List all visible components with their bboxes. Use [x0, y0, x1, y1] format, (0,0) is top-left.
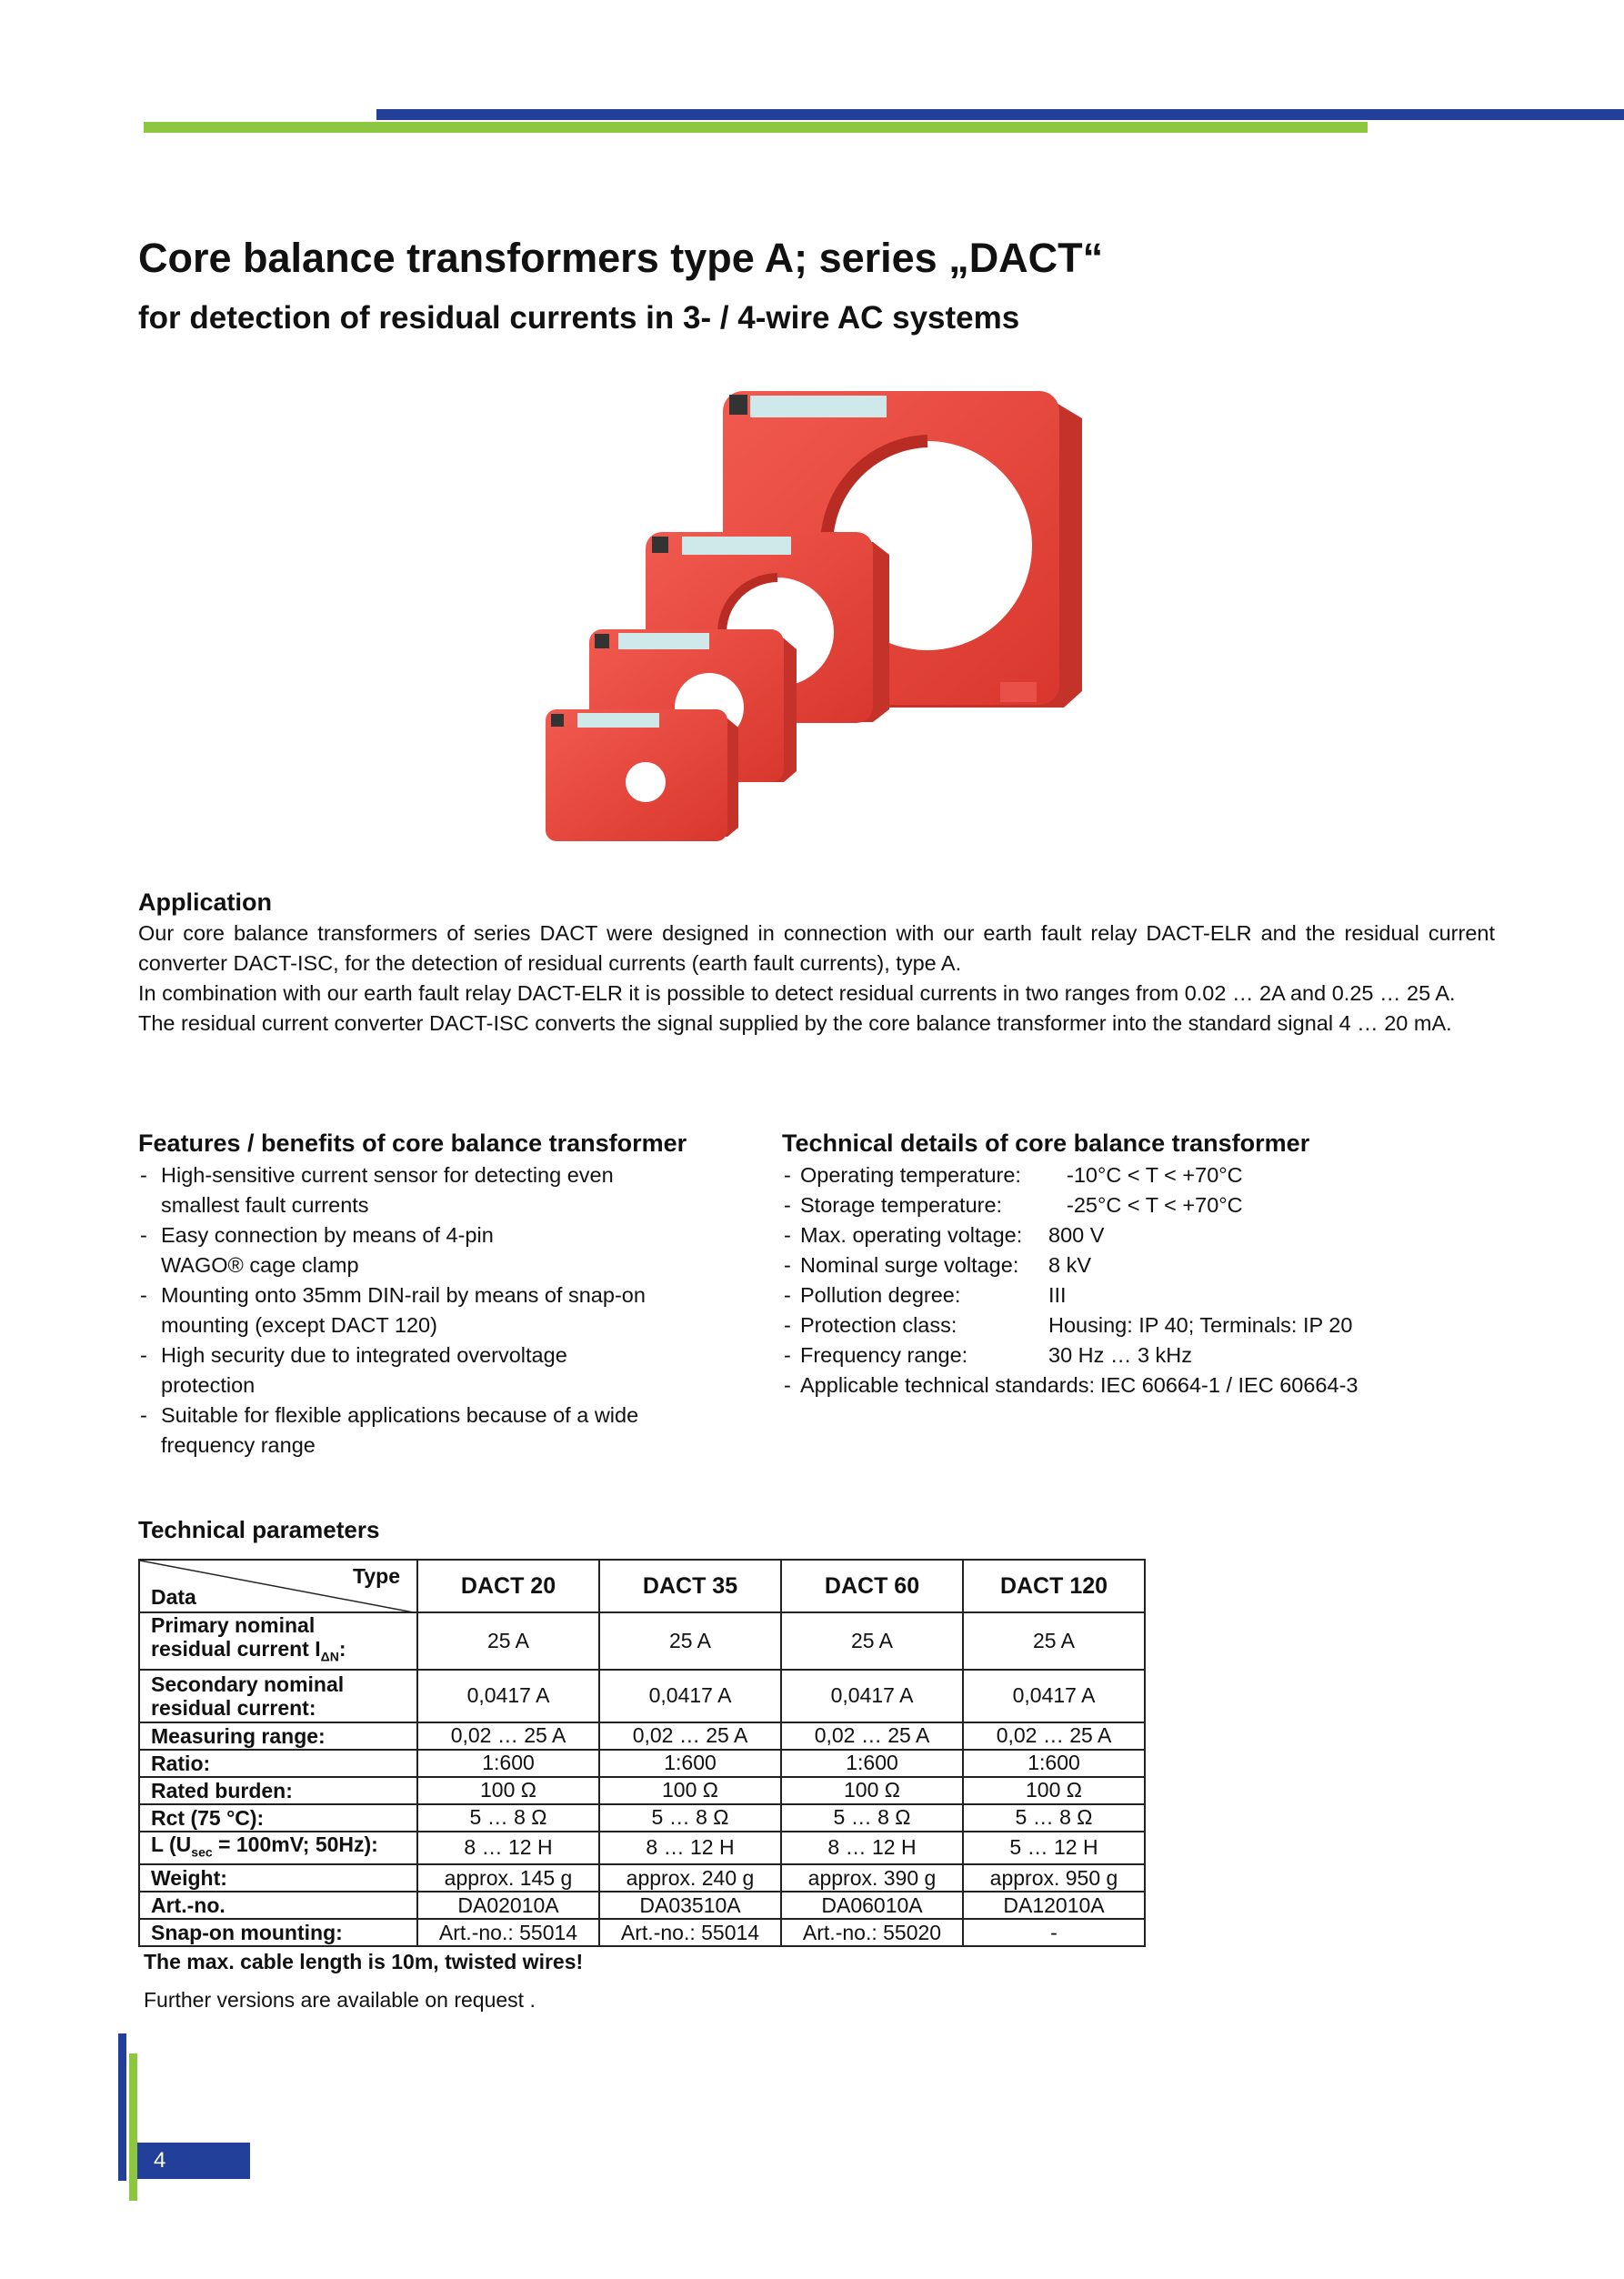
technical-item: - Nominal surge voltage: 8 kV [782, 1250, 1564, 1280]
row-label: Measuring range: [139, 1722, 417, 1750]
table-cell: 1:600 [417, 1750, 599, 1777]
parameters-heading: Technical parameters [138, 1516, 380, 1543]
table-cell: DA02010A [417, 1892, 599, 1919]
row-label: Art.-no. [139, 1892, 417, 1919]
column-header: DACT 120 [963, 1560, 1145, 1612]
table-cell: - [963, 1919, 1145, 1946]
row-label: Primary nominal residual current $I_{\Delta N}$: [139, 1612, 417, 1670]
table-cell: Art.-no.: 55020 [781, 1919, 963, 1946]
table-cell: 100 Ω [599, 1777, 781, 1804]
table-cell: 0,0417 A [599, 1670, 781, 1722]
table-header-row [139, 1560, 1145, 1612]
table-cell: Art.-no.: 55014 [417, 1919, 599, 1946]
product-photo [527, 373, 1109, 846]
technical-list [782, 1160, 1564, 1401]
table-row [139, 1750, 1145, 1777]
row-label: Rated burden: [139, 1777, 417, 1804]
row-label: Rct (75 °C): [139, 1804, 417, 1832]
table-row [139, 1722, 1145, 1750]
table-cell: 1:600 [599, 1750, 781, 1777]
feature-item: - High security due to integrated overvoltage protection [138, 1340, 702, 1401]
table-cell: Art.-no.: 55014 [599, 1919, 781, 1946]
footer-green-bar [129, 2053, 137, 2201]
table-row [139, 1864, 1145, 1892]
table-row [139, 1804, 1145, 1832]
page-title: Core balance transformers type A; series „DACT“ [138, 235, 1104, 281]
table-cell: approx. 240 g [599, 1864, 781, 1892]
row-label: Weight: [139, 1864, 417, 1892]
page-subtitle: for detection of residual currents in 3- / 4-wire AC systems [138, 300, 1020, 336]
cable-length-note: The max. cable length is 10m, twisted wires! [144, 1950, 584, 1973]
table-cell: 100 Ω [781, 1777, 963, 1804]
header-blue-bar [376, 109, 1624, 120]
row-label: L ($U_{sec} = 100mV$; 50Hz): [139, 1832, 417, 1865]
table-cell: approx. 145 g [417, 1864, 599, 1892]
column-header: DACT 60 [781, 1560, 963, 1612]
column-header: DACT 20 [417, 1560, 599, 1612]
table-cell: 25 A [599, 1612, 781, 1670]
features-heading: Features / benefits of core balance transformer [138, 1129, 687, 1157]
table-cell: 5 … 8 Ω [963, 1804, 1145, 1832]
table-row [139, 1670, 1145, 1722]
table-cell: 25 A [781, 1612, 963, 1670]
table-cell: 8 … 12 H [599, 1832, 781, 1865]
table-cell: 0,0417 A [417, 1670, 599, 1722]
table-cell: 0,02 … 25 A [599, 1722, 781, 1750]
technical-item: - Pollution degree: III [782, 1280, 1564, 1310]
feature-wago-text: WAGO® cage clamp [161, 1253, 359, 1277]
table-corner-cell: Type Data [139, 1560, 417, 1612]
table-cell: 0,0417 A [963, 1670, 1145, 1722]
table-cell: 0,02 … 25 A [963, 1722, 1145, 1750]
table-cell: approx. 950 g [963, 1864, 1145, 1892]
table-row [139, 1777, 1145, 1804]
table-cell: 5 … 8 Ω [417, 1804, 599, 1832]
table-cell: 100 Ω [963, 1777, 1145, 1804]
table-cell: approx. 390 g [781, 1864, 963, 1892]
technical-item: - Applicable technical standards: IEC 60664-1 / IEC 60664-3 [782, 1370, 1564, 1401]
technical-item: - Frequency range: 30 Hz … 3 kHz [782, 1340, 1564, 1370]
table-cell: 5 … 8 Ω [599, 1804, 781, 1832]
table-row [139, 1832, 1145, 1865]
table-cell: 0,02 … 25 A [781, 1722, 963, 1750]
column-header: DACT 35 [599, 1560, 781, 1612]
features-list [138, 1160, 702, 1461]
row-label: Snap-on mounting: [139, 1919, 417, 1946]
table-cell: 0,02 … 25 A [417, 1722, 599, 1750]
table-cell: 1:600 [963, 1750, 1145, 1777]
technical-heading: Technical details of core balance transformer [782, 1129, 1310, 1157]
row-label: Secondary nominal residual current: [139, 1670, 417, 1722]
table-row [139, 1892, 1145, 1919]
technical-item: - Protection class: Housing: IP 40; Terminals: IP 20 [782, 1310, 1564, 1340]
table-cell: 8 … 12 H [417, 1832, 599, 1865]
table-body [139, 1612, 1145, 1946]
application-paragraph: In combination with our earth fault relay DACT-ELR it is possible to detect residual currents in two ranges from 0.02 … 2A and 0.25 … 25 A. [138, 981, 1456, 1005]
application-paragraph: The residual current converter DACT-ISC converts the signal supplied by the core balance transformer into the standard signal 4 … 20 mA. [138, 1011, 1452, 1035]
technical-item: - Operating temperature: -10°C < T < +70°C [782, 1160, 1564, 1190]
parameters-table [138, 1559, 1146, 1947]
table-cell: 100 Ω [417, 1777, 599, 1804]
feature-item: - High-sensitive current sensor for detecting even smallest fault currents [138, 1160, 702, 1220]
table-row [139, 1612, 1145, 1670]
table-cell: 5 … 12 H [963, 1832, 1145, 1865]
feature-item: - Suitable for flexible applications because of a wide frequency range [138, 1401, 702, 1461]
feature-item: - Easy connection by means of 4-pin WAGO® cage clamp [138, 1220, 702, 1280]
footer-blue-bar [118, 2033, 126, 2181]
transformer-dact20 [546, 709, 738, 841]
table-cell: 25 A [417, 1612, 599, 1670]
header-green-bar [144, 122, 1368, 133]
application-text [138, 919, 1495, 1039]
technical-item: - Max. operating voltage: 800 V [782, 1220, 1564, 1250]
table-cell: 8 … 12 H [781, 1832, 963, 1865]
page-number: 4 [137, 2143, 250, 2179]
table-cell: DA03510A [599, 1892, 781, 1919]
table-cell: 0,0417 A [781, 1670, 963, 1722]
feature-item: - Mounting onto 35mm DIN-rail by means of snap-on mounting (except DACT 120) [138, 1280, 702, 1340]
table-cell: 25 A [963, 1612, 1145, 1670]
table-cell: 5 … 8 Ω [781, 1804, 963, 1832]
further-versions-note: Further versions are available on request . [144, 1988, 536, 2012]
application-heading: Application [138, 889, 272, 916]
table-cell: DA12010A [963, 1892, 1145, 1919]
row-label: Ratio: [139, 1750, 417, 1777]
table-cell: 1:600 [781, 1750, 963, 1777]
table-row [139, 1919, 1145, 1946]
table-cell: DA06010A [781, 1892, 963, 1919]
application-paragraph: Our core balance transformers of series DACT were designed in connection with our earth fault relay DACT-ELR and the residual current converter DACT-ISC, for the detection of residual currents (earth fault currents), type A. [138, 921, 1495, 975]
technical-item: - Storage temperature: -25°C < T < +70°C [782, 1190, 1564, 1220]
